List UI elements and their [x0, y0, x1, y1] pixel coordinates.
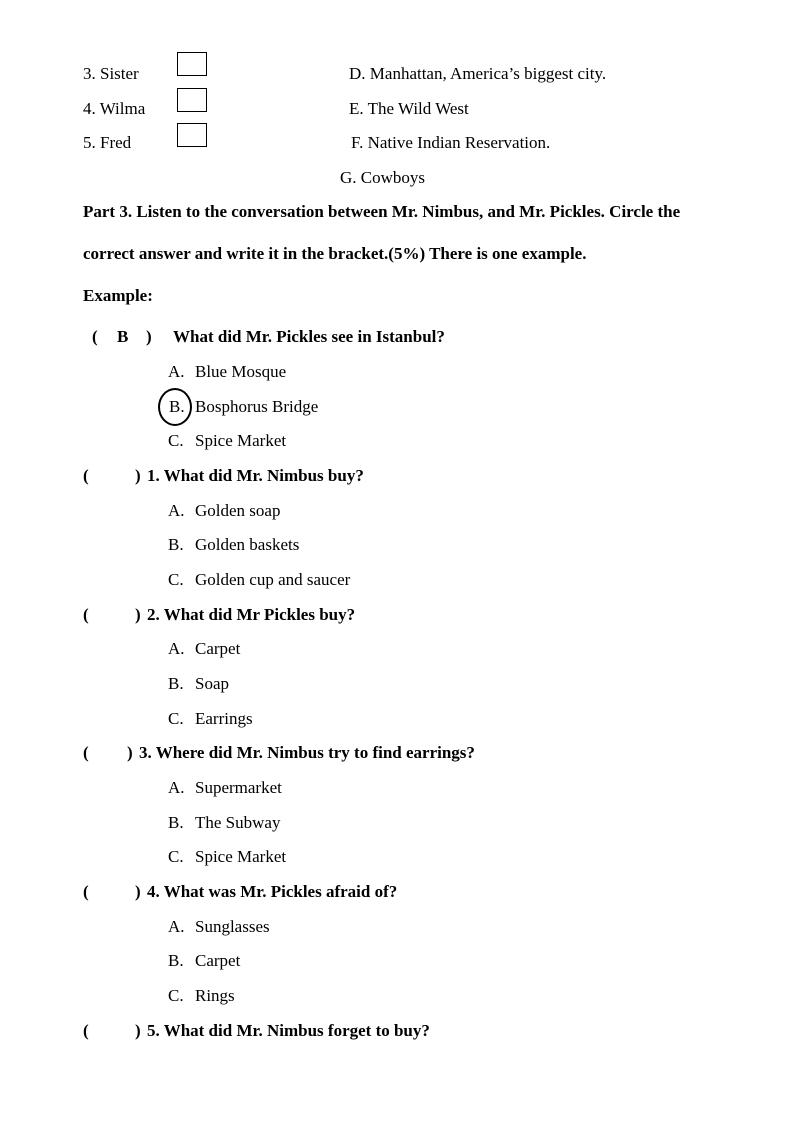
question-text: 1. What did Mr. Nimbus buy? — [147, 466, 364, 485]
option-letter: A. — [168, 362, 185, 381]
match-left-item: 4. Wilma — [83, 99, 146, 118]
question-text: 4. What was Mr. Pickles afraid of? — [147, 882, 398, 901]
bracket-close: ) — [146, 327, 152, 346]
option-text: Golden baskets — [195, 535, 300, 554]
bracket-open[interactable]: ( — [83, 466, 89, 485]
option-letter: A. — [168, 639, 185, 658]
option-letter: B. — [168, 674, 184, 693]
example-label: Example: — [83, 286, 153, 305]
answer-box[interactable] — [177, 52, 207, 76]
option-text: Bosphorus Bridge — [195, 397, 319, 416]
match-right-item: G. Cowboys — [340, 168, 426, 187]
bracket-close: ) — [135, 605, 141, 624]
option-text: Spice Market — [195, 847, 287, 866]
bracket-open: ( — [92, 327, 98, 346]
option-text: Golden soap — [195, 501, 281, 520]
option-text: Rings — [195, 986, 235, 1005]
bracket-close: ) — [135, 466, 141, 485]
option-text: Spice Market — [195, 431, 287, 450]
option-text: Earrings — [195, 709, 253, 728]
option-text: Blue Mosque — [195, 362, 287, 381]
example-answer: B — [117, 327, 129, 346]
option-letter: B. — [168, 535, 184, 554]
answer-box[interactable] — [177, 123, 207, 147]
answer-circle-mark — [158, 388, 192, 426]
match-left-item: 5. Fred — [83, 133, 132, 152]
bracket-close: ) — [135, 1021, 141, 1040]
question-text: 3. Where did Mr. Nimbus try to find earrings? — [139, 743, 475, 762]
bracket-open[interactable]: ( — [83, 882, 89, 901]
bracket-open[interactable]: ( — [83, 743, 89, 762]
question-text: 5. What did Mr. Nimbus forget to buy? — [147, 1021, 430, 1040]
option-letter: B. — [169, 397, 185, 416]
option-text: The Subway — [195, 813, 281, 832]
bracket-close: ) — [127, 743, 133, 762]
option-text: Golden cup and saucer — [195, 570, 351, 589]
option-letter: A. — [168, 778, 185, 797]
option-letter: A. — [168, 917, 185, 936]
answer-box[interactable] — [177, 88, 207, 112]
part3-instructions: Part 3. Listen to the conversation between Mr. Nimbus, and Mr. Pickles. Circle the — [83, 202, 681, 221]
match-left-item: 3. Sister — [83, 64, 139, 83]
match-right-item: F. Native Indian Reservation. — [351, 133, 551, 152]
option-text: Carpet — [195, 951, 241, 970]
match-right-item: E. The Wild West — [349, 99, 469, 118]
option-letter: A. — [168, 501, 185, 520]
part3-instructions: correct answer and write it in the bracket.(5%) There is one example. — [83, 244, 587, 263]
option-text: Soap — [195, 674, 229, 693]
question-text: What did Mr. Pickles see in Istanbul? — [173, 327, 445, 346]
bracket-close: ) — [135, 882, 141, 901]
option-letter: C. — [168, 709, 184, 728]
option-letter: C. — [168, 431, 184, 450]
option-letter: C. — [168, 986, 184, 1005]
option-text: Carpet — [195, 639, 241, 658]
bracket-open[interactable]: ( — [83, 605, 89, 624]
match-right-item: D. Manhattan, America’s biggest city. — [349, 64, 607, 83]
question-text: 2. What did Mr Pickles buy? — [147, 605, 356, 624]
bracket-open[interactable]: ( — [83, 1021, 89, 1040]
option-letter: B. — [168, 813, 184, 832]
option-text: Sunglasses — [195, 917, 270, 936]
option-text: Supermarket — [195, 778, 282, 797]
option-letter: B. — [168, 951, 184, 970]
option-letter: C. — [168, 570, 184, 589]
option-letter: C. — [168, 847, 184, 866]
